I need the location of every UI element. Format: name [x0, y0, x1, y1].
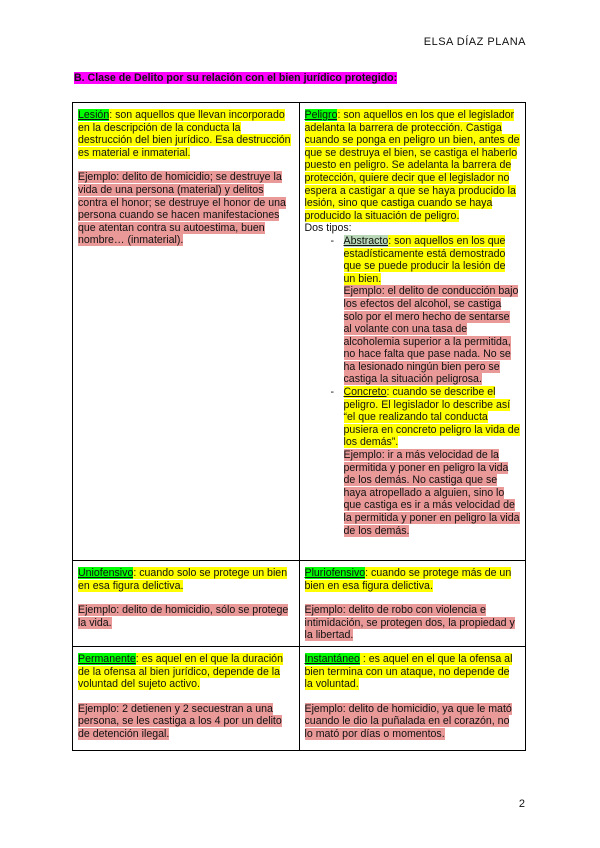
table-cell-pluriofensivo	[299, 561, 526, 647]
table-cell-permanente	[73, 646, 300, 750]
list-item	[331, 235, 521, 386]
definition-permanente: : es aquel en el que la duración de la ofensa al bien jurídico, depende de la voluntad del sujeto activo.	[78, 652, 283, 691]
example-pluriofensivo: Ejemplo: delito de robo con violencia e intimidación, se protegen dos, la propiedad y la libertad.	[304, 604, 515, 642]
table-cell-lesion	[73, 103, 300, 561]
crime-classification-table	[72, 102, 526, 751]
example-lesion: Ejemplo: delito de homicidio; se destruye la vida de una persona (material) y delitos contra el honor; se destruye el honor de una persona cuando se hacen manifestaciones que atentan contra su autoestima, buen nombre… (inmaterial).	[78, 171, 286, 247]
definition-peligro: : son aquellos en los que el legislador adelanta la barrera de protección. Castiga cuando se ponga en peligro un bien, antes de que se destruya el bien, se castiga el haberlo puesto en peligro. Se adelanta la barrera de protección, quiere decir que el legislador no espera a castigar a que se haya producido la lesión, sino que castiga cuando se haya producido la situación de peligro.	[304, 109, 520, 222]
term-abstracto: Abstracto	[343, 234, 389, 247]
example-uniofensivo: Ejemplo: delito de homicidio, sólo se protege la vida.	[78, 604, 289, 629]
term-peligro: Peligro	[304, 109, 338, 121]
section-title	[74, 72, 397, 84]
definition-concreto: : cuando se describe el peligro. El legislador lo describe así “el que realizando tal conducta pusiera en concreto peligro la vida de los demás”.	[343, 386, 520, 449]
definition-pluriofensivo: : cuando se protege más de un bien en esa figura delictiva.	[304, 567, 512, 592]
example-permanente: Ejemplo: 2 detienen y 2 secuestran a una persona, se les castiga a los 4 por un delito de detención ilegal.	[78, 702, 282, 740]
example-abstracto: Ejemplo: el delito de conducción bajo los efectos del alcohol, se castiga solo por el mero hecho de sentarse al volante con una tasa de alcoholemia superior a la permitida, no hace falta que pase nada. No se ha lesionado ningún bien pero se castiga la situación peligrosa.	[343, 285, 519, 386]
section-title-text: B. Clase de Delito por su relación con el bien jurídico protegido:	[74, 72, 398, 84]
list-item	[331, 386, 521, 537]
term-lesion: Lesión	[78, 109, 110, 121]
definition-instantaneo: : es aquel en el que la ofensa al bien termina con un ataque, no depende de la voluntad.	[304, 652, 513, 691]
term-permanente: Permanente	[78, 652, 136, 665]
example-concreto: Ejemplo: ir a más velocidad de la permitida y poner en peligro la vida de los demás. No castiga que se haya atropellado a alguien, sino lo que castiga es ir a más velocidad de la permitida y poner en peligro la vida de los demás.	[343, 449, 520, 537]
term-uniofensivo: Uniofensivo	[78, 567, 134, 579]
definition-lesion: : son aquellos que llevan incorporado en la descripción de la conducta la destrucción del bien jurídico. Esa destrucción es material e inmaterial.	[78, 109, 291, 159]
table-row	[73, 561, 526, 647]
term-pluriofensivo: Pluriofensivo	[304, 567, 366, 579]
table-cell-uniofensivo	[73, 561, 300, 647]
table-cell-peligro	[299, 103, 526, 561]
types-label: Dos tipos:	[304, 222, 352, 235]
term-concreto: Concreto	[343, 386, 387, 399]
definition-abstracto: : son aquellos en los que estadísticamente está demostrado que se puede producir la lesión de un bien.	[343, 234, 506, 285]
example-instantaneo: Ejemplo: delito de homicidio, ya que le mató cuando le dio la puñalada en el corazón, no lo mató por días o momentos.	[304, 702, 512, 740]
peligro-types-list	[305, 235, 521, 537]
table-row	[73, 103, 526, 561]
definition-uniofensivo: : cuando solo se protege un bien en esa figura delictiva.	[78, 567, 288, 592]
table-row	[73, 646, 526, 750]
page-number: 2	[518, 798, 525, 810]
document-author-header: ELSA DÍAZ PLANA	[423, 36, 526, 48]
term-instantaneo: Instantáneo	[304, 652, 360, 665]
table-cell-instantaneo	[299, 646, 526, 750]
